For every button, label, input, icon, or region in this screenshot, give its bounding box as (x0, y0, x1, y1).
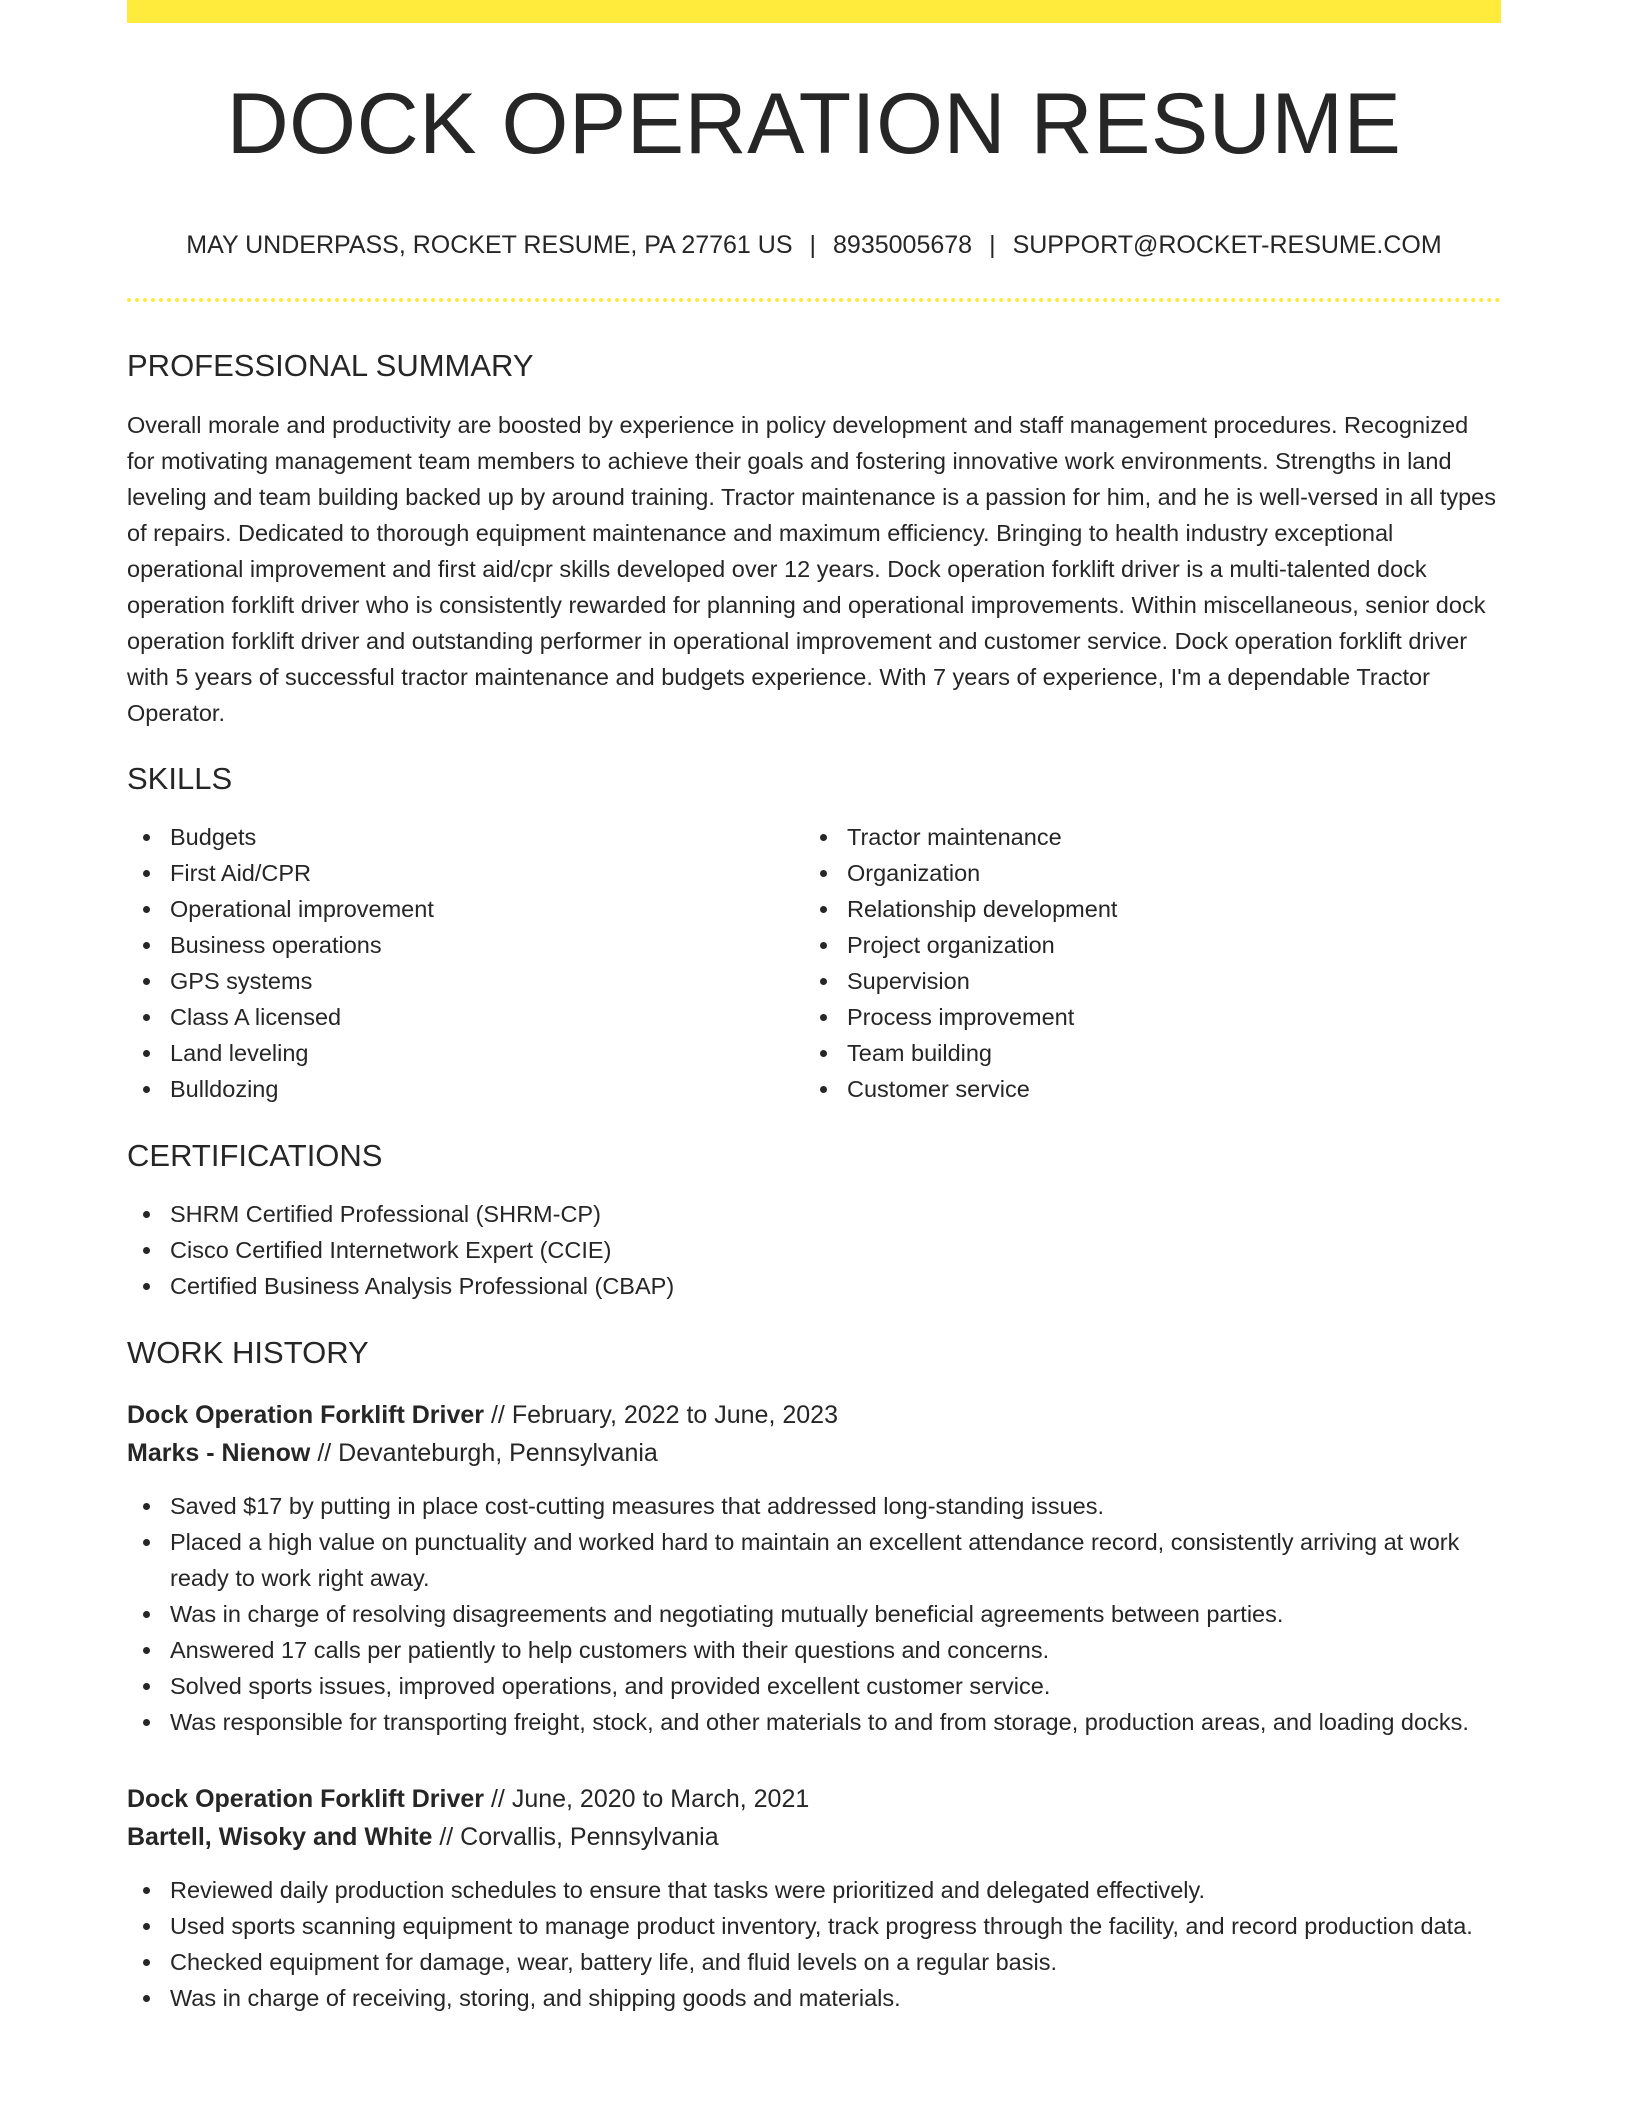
job-title-line (127, 1780, 1501, 1818)
job-bullet: Reviewed daily production schedules to ensure that tasks were prioritized and delegated effectively. (170, 1872, 1501, 1908)
skill-item: Class A licensed (170, 999, 804, 1035)
skill-item: Process improvement (847, 999, 1481, 1035)
job-title-line (127, 1396, 1501, 1434)
certification-item: SHRM Certified Professional (SHRM-CP) (170, 1196, 1501, 1232)
job-bullets (127, 1872, 1501, 2016)
job-bullet: Was in charge of receiving, storing, and shipping goods and materials. (170, 1980, 1501, 2016)
job-title: Dock Operation Forklift Driver (127, 1785, 485, 1813)
skill-item: Customer service (847, 1071, 1481, 1107)
job-bullets (127, 1488, 1501, 1740)
job-bullet: Was responsible for transporting freight, stock, and other materials to and from storage, production areas, and loading docks. (170, 1704, 1501, 1740)
phone-text: 8935005678 (833, 231, 973, 259)
job-entry (127, 1780, 1501, 2016)
page-title: DOCK OPERATION RESUME (226, 76, 1402, 172)
certifications-heading: CERTIFICATIONS (127, 1138, 383, 1173)
skills-heading: SKILLS (127, 761, 233, 796)
skill-item: First Aid/CPR (170, 855, 804, 891)
skill-item: Operational improvement (170, 891, 804, 927)
skill-item: Relationship development (847, 891, 1481, 927)
header-divider (127, 298, 1501, 302)
skill-item: Project organization (847, 927, 1481, 963)
skill-item: Land leveling (170, 1035, 804, 1071)
job-bullet: Checked equipment for damage, wear, battery life, and fluid levels on a regular basis. (170, 1944, 1501, 1980)
job-dates: // June, 2020 to March, 2021 (490, 1785, 810, 1813)
job-location: // Corvallis, Pennsylvania (439, 1823, 719, 1851)
job-company: Marks - Nienow (127, 1439, 311, 1467)
job-bullet: Used sports scanning equipment to manage product inventory, track progress through the facility, and record production data. (170, 1908, 1501, 1944)
skill-item: GPS systems (170, 963, 804, 999)
skill-item: Team building (847, 1035, 1481, 1071)
job-company-line (127, 1818, 1501, 1856)
contact-separator: | (809, 231, 817, 259)
job-company: Bartell, Wisoky and White (127, 1823, 433, 1851)
job-entry (127, 1396, 1501, 1740)
skill-item: Tractor maintenance (847, 819, 1481, 855)
resume-page (127, 0, 1501, 2016)
contact-line (127, 233, 1501, 258)
skill-item: Supervision (847, 963, 1481, 999)
summary-heading: PROFESSIONAL SUMMARY (127, 348, 534, 383)
certification-item: Certified Business Analysis Professional (CBAP) (170, 1268, 1501, 1304)
contact-separator: | (989, 231, 996, 259)
summary-text: Overall morale and productivity are boosted by experience in policy development and staff management procedures. Recognized for motivating management team members to achieve their goals and fostering innovative work environments. Strengths in land leveling and team building backed up by around training. Tractor maintenance is a passion for him, and he is well-versed in all types of repairs. Dedicated to thorough equipment maintenance and maximum efficiency. Bringing to health industry exceptional operational improvement and first aid/cpr skills developed over 12 years. Dock operation forklift driver is a multi-talented dock operation forklift driver who is consistently rewarded for planning and operational improvements. Within miscellaneous, senior dock operation forklift driver and outstanding performer in operational improvement and customer service. Dock operation forklift driver with 5 years of successful tractor maintenance and budgets experience. With 7 years of experience, I'm a dependable Tractor Operator. (127, 412, 1496, 726)
job-bullet: Was in charge of resolving disagreements and negotiating mutually beneficial agreements between parties. (170, 1596, 1501, 1632)
job-location: // Devanteburgh, Pennsylvania (317, 1439, 658, 1467)
email-link[interactable]: SUPPORT@ROCKET-RESUME.COM (1012, 231, 1442, 259)
certifications-list (127, 1196, 1501, 1304)
skill-item: Bulldozing (170, 1071, 804, 1107)
skills-column-right (804, 819, 1481, 1107)
certification-item: Cisco Certified Internetwork Expert (CCIE) (170, 1232, 1501, 1268)
skill-item: Budgets (170, 819, 804, 855)
job-company-line (127, 1434, 1501, 1472)
job-title: Dock Operation Forklift Driver (127, 1401, 485, 1429)
skills-list (127, 819, 1501, 1107)
job-bullet: Answered 17 calls per patiently to help customers with their questions and concerns. (170, 1632, 1501, 1668)
job-bullet: Saved $17 by putting in place cost-cutting measures that addressed long-standing issues. (170, 1488, 1501, 1524)
job-bullet: Placed a high value on punctuality and worked hard to maintain an excellent attendance record, consistently arriving at work ready to work right away. (170, 1524, 1501, 1596)
accent-bar (127, 0, 1501, 23)
skill-item: Business operations (170, 927, 804, 963)
address-text: MAY UNDERPASS, ROCKET RESUME, PA 27761 US (186, 231, 793, 259)
job-bullet: Solved sports issues, improved operations, and provided excellent customer service. (170, 1668, 1501, 1704)
work-history-heading: WORK HISTORY (127, 1335, 369, 1370)
skills-column-left (127, 819, 804, 1107)
skill-item: Organization (847, 855, 1481, 891)
job-dates: // February, 2022 to June, 2023 (490, 1401, 838, 1429)
